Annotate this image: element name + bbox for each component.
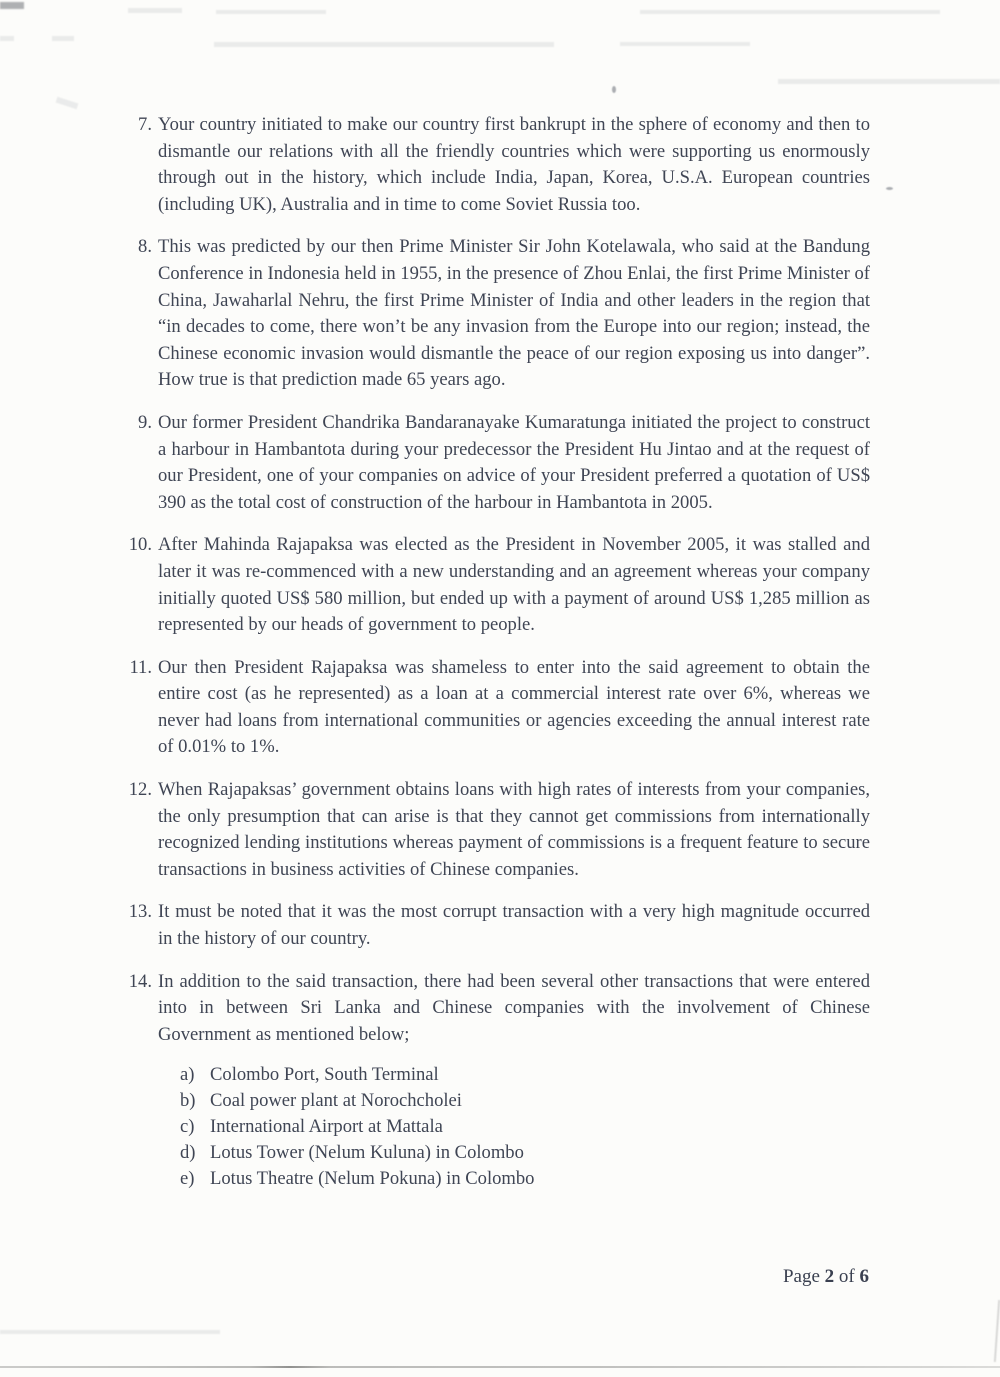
scan-edge-line (994, 1300, 1000, 1362)
page-number: 2 (824, 1266, 835, 1287)
numbered-paragraph-11 (122, 655, 870, 761)
paragraph-number: 9. (138, 411, 152, 433)
numbered-paragraph-12 (122, 777, 870, 883)
scan-smudge (0, 2, 24, 9)
scan-smudge (214, 42, 554, 47)
scan-smudge (640, 10, 940, 14)
paragraph-number: 10. (128, 534, 152, 556)
paragraph-text: When Rajapaksas’ government obtains loans with high rates of interests from your companies, the only presumption that can arise is that they cannot get commissions from internationally recognized lending institutions whereas payment of commissions is a frequent feature to secure transactions in business activities of Chinese companies. (158, 779, 870, 880)
paragraph-number: 11. (129, 656, 152, 678)
paragraph-text: Our then President Rajapaksa was shameless to enter into the said agreement to obtain the entire cost (as he represented) as a loan at a commercial interest rate over 6%, whereas we never had loans from international communities or agencies exceeding the annual interest rate of 0.01% to 1%. (158, 656, 870, 758)
scan-smudge (0, 36, 14, 41)
paragraph-number: 12. (128, 779, 152, 801)
sub-item-text: Lotus Tower (Nelum Kuluna) in Colombo (210, 1142, 524, 1164)
numbered-paragraph-13 (122, 899, 870, 952)
paragraph-text: Your country initiated to make our country first bankrupt in the sphere of economy and then to dismantle our relations with all the friendly countries which were supporting us enormously through out in the history, which include India, Japan, Korea, U.S.A. European countries (including UK), Australia and in time to come Soviet Russia too. (158, 114, 870, 215)
sub-item-a (180, 1062, 870, 1088)
paragraph-text: It must be noted that it was the most corrupt transaction with a very high magnitude occurred in the history of our country. (158, 901, 870, 950)
sub-item-letter: e) (180, 1168, 195, 1190)
paragraph-number: 14. (128, 970, 152, 992)
sub-item-text: Lotus Theatre (Nelum Pokuna) in Colombo (210, 1168, 535, 1190)
scan-smudge (620, 42, 750, 46)
scan-speck (612, 86, 616, 93)
numbered-paragraph-9 (122, 410, 870, 516)
paragraph-number: 13. (128, 901, 152, 923)
scan-smudge (52, 36, 74, 41)
document-body (122, 112, 870, 1192)
sub-item-text: International Airport at Mattala (210, 1116, 443, 1138)
page-footer (783, 1263, 869, 1290)
scan-smudge (0, 1330, 220, 1334)
scan-smudge (216, 10, 326, 14)
paragraph-text: In addition to the said transaction, there had been several other transactions that were entered into in between Sri Lanka and Chinese companies with the involvement of Chinese Government as mentioned below; (158, 970, 870, 1045)
scan-smudge (128, 8, 182, 13)
paragraph-text: Our former President Chandrika Bandaranayake Kumaratunga initiated the project to construct a harbour in Hambantota during your predecessor the President Hu Jintao and at the request of our President, one of your companies on advice of your President preferred a quotation of US$ 390 as the total cost of construction of the harbour in Hambantota in 2005. (158, 411, 870, 513)
total-pages: 6 (859, 1266, 869, 1287)
scan-smudge (778, 79, 1000, 84)
scan-speck (886, 187, 893, 190)
sub-item-letter: c) (180, 1116, 195, 1138)
paragraph-number: 7. (138, 114, 152, 135)
sub-item-letter: d) (180, 1142, 196, 1164)
lettered-sub-list (180, 1062, 870, 1192)
sub-item-text: Coal power plant at Norochcholei (210, 1090, 462, 1112)
page-label: Page (782, 1266, 820, 1287)
scan-smudge (56, 97, 79, 110)
numbered-paragraph-14 (122, 969, 870, 1049)
sub-item-text: Colombo Port, South Terminal (210, 1064, 439, 1086)
sub-item-d (180, 1140, 870, 1166)
sub-item-b (180, 1088, 870, 1114)
of-label: of (838, 1266, 855, 1287)
sub-item-letter: b) (180, 1090, 196, 1112)
paragraph-text: After Mahinda Rajapaksa was elected as the President in November 2005, it was stalled and later it was re-commenced with a new understanding and an agreement whereas your company initially quoted US$ 580 million, but ended up with a payment of around US$ 1,285 million as represented by our heads of government to people. (158, 534, 870, 636)
sub-item-letter: a) (180, 1064, 195, 1086)
paragraph-number: 8. (138, 236, 152, 258)
paragraph-text: This was predicted by our then Prime Minister Sir John Kotelawala, who said at the Bandung Conference in Indonesia held in 1955, in the presence of Zhou Enlai, the first Prime Minister of China, Jawaharlal Nehru, the first Prime Minister of India and other leaders in the region that “in decades to come, there won’t be any invasion from the Europe into our region; instead, the Chinese economic invasion would dismantle the peace of our region exposing us into danger”. How true is that prediction made 65 years ago. (158, 236, 870, 391)
numbered-paragraph-7 (122, 112, 870, 218)
sub-item-e (180, 1166, 870, 1192)
numbered-paragraph-8 (122, 234, 870, 394)
sub-item-c (180, 1114, 870, 1140)
scan-edge-line (0, 1366, 1000, 1368)
numbered-paragraph-10 (122, 532, 870, 638)
